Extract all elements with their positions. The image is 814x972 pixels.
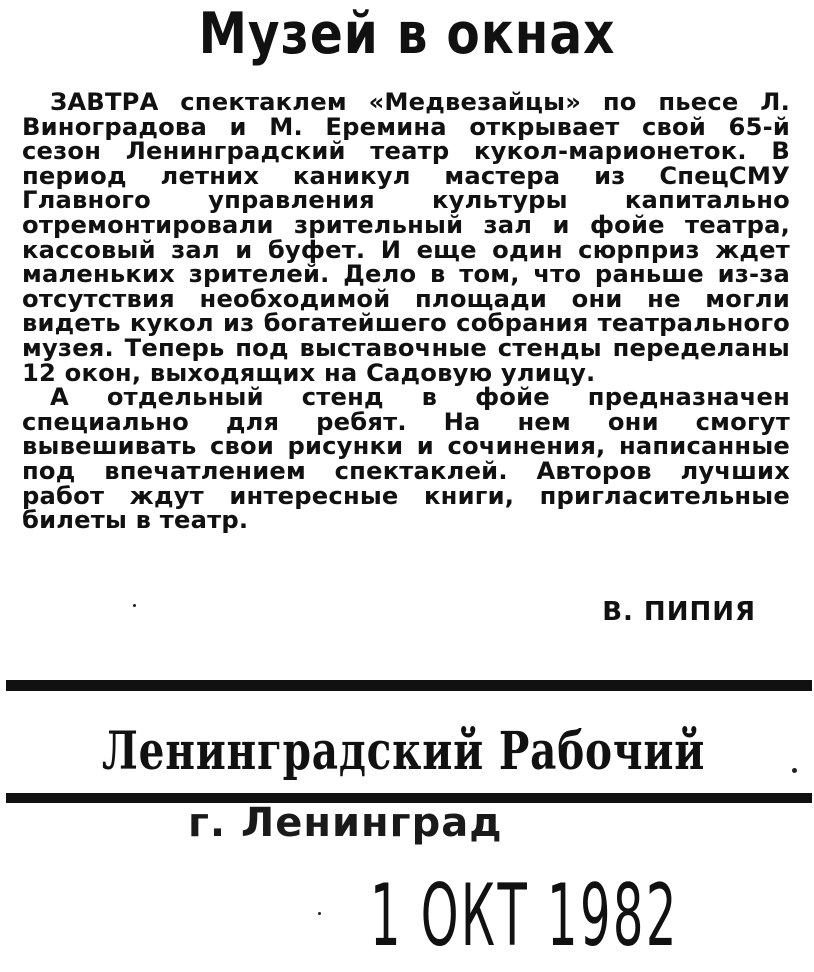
city-label: г. Ленинград xyxy=(188,800,503,846)
print-speck xyxy=(792,768,797,773)
print-speck xyxy=(318,912,321,915)
article-body xyxy=(22,90,790,533)
date-stamp: 1 ОКТ 1982 xyxy=(370,866,679,966)
article-paragraph: ЗАВТРА спектаклем «Медвезайцы» по пьесе Л. Виноградова и М. Еремина открывает свой 65-й сезон Ленинградский театр кукол-марионеток. В период летних каникул мастера из СпецСМУ Главного управления культуры капитально отремонтировали зрительный зал и фойе театра, кассовый зал и буфет. И еще один сюрприз ждет маленьких зрителей. Дело в том, что раньше из-за отсутствия необходимой площади они не могли видеть кукол из богатейшего собрания театрального музея. Теперь под выставочные стенды переделаны 12 окон, выходящих на Садовую улицу. xyxy=(22,88,790,387)
article-title: Музей в окнах xyxy=(198,0,616,67)
divider-rule xyxy=(6,680,812,691)
print-speck xyxy=(133,604,136,607)
newspaper-name: Ленинградский Рабочий xyxy=(102,721,706,782)
author-signature: В. ПИПИЯ xyxy=(602,597,756,627)
article-paragraph: А отдельный стенд в фойе предназначен специально для ребят. На нем они смогут вывешивать свои рисунки и сочинения, написанные под впечатлением спектаклей. Авторов лучших работ ждут интересные книги, пригласительные билеты в театр. xyxy=(22,383,790,535)
